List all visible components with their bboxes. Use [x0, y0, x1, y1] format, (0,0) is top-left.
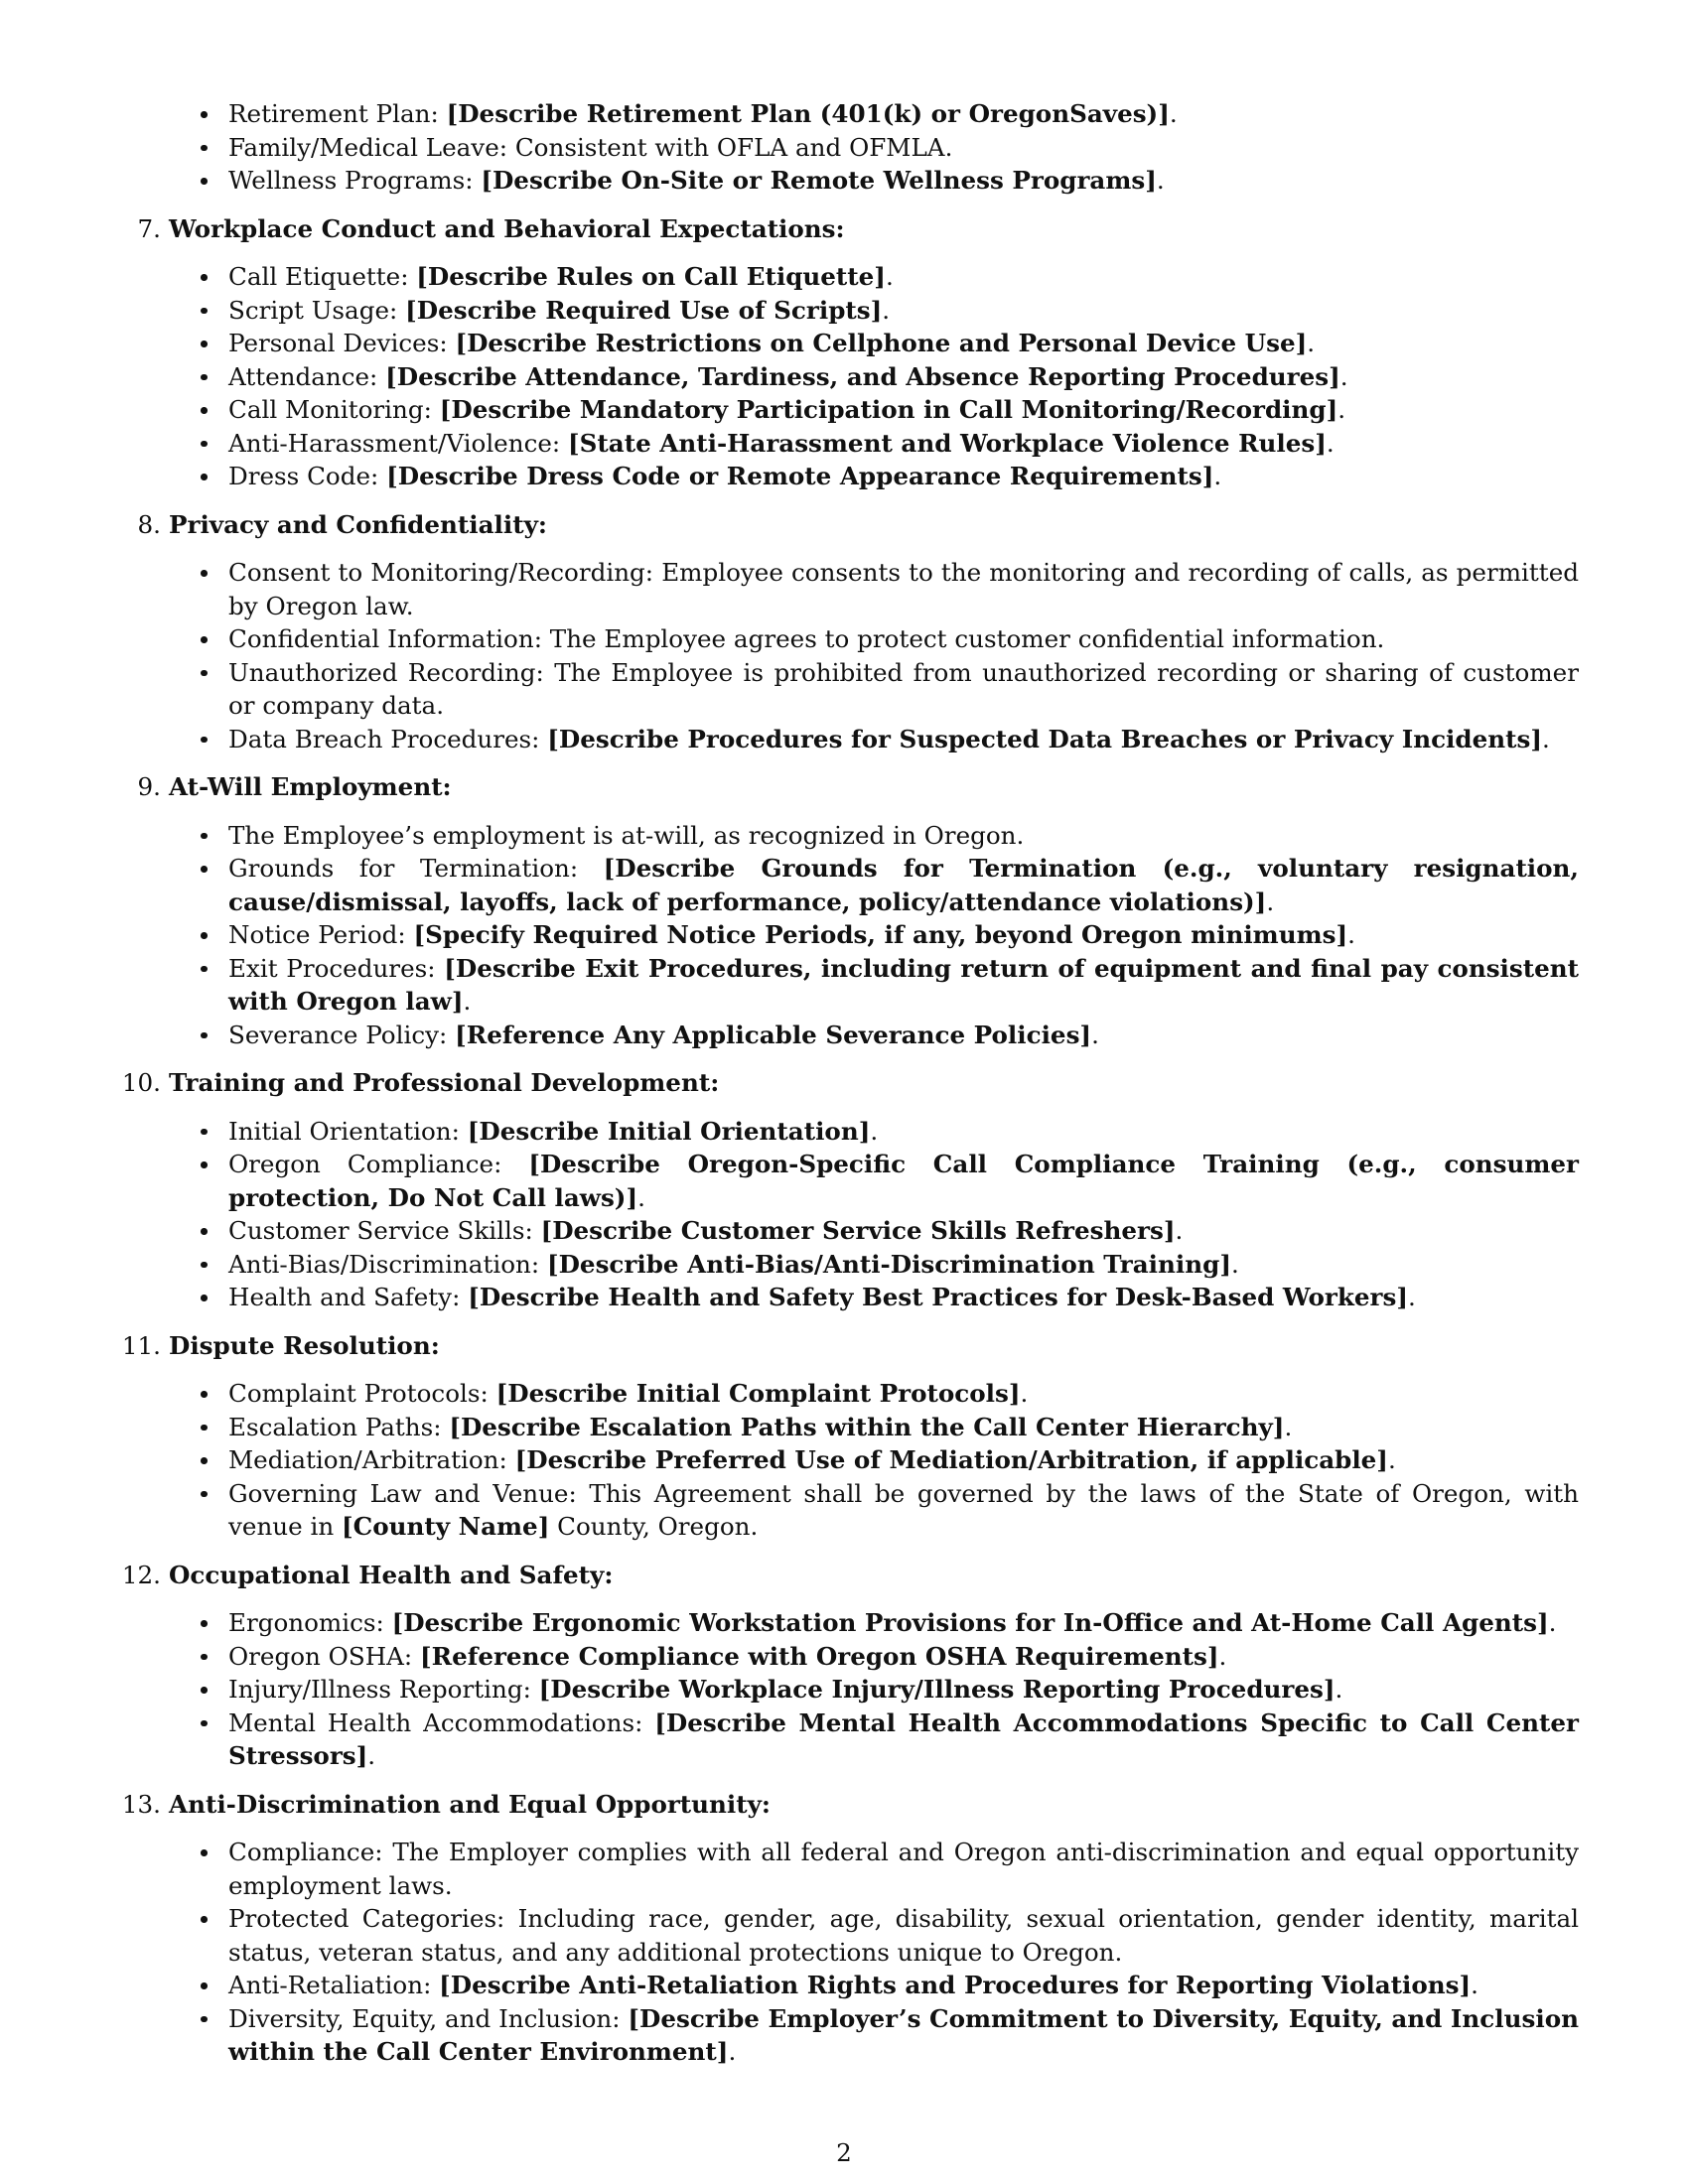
document-body — [121, 97, 1579, 2069]
section-list — [169, 1836, 1579, 2069]
section-heading — [121, 1788, 1579, 1822]
list-item: Retirement Plan: [Describe Retirement Plan (401(k) or OregonSaves)]. — [169, 97, 1579, 131]
list-item: Consent to Monitoring/Recording: Employee consents to the monitoring and recording of calls, as permitted by Oregon law. — [169, 556, 1579, 622]
list-item: Customer Service Skills: [Describe Customer Service Skills Refreshers]. — [169, 1214, 1579, 1248]
section-list — [169, 1377, 1579, 1544]
section-heading — [137, 508, 1579, 542]
section-heading — [121, 1329, 1579, 1363]
list-item: Wellness Programs: [Describe On-Site or Remote Wellness Programs]. — [169, 164, 1579, 198]
section-training-development — [121, 1066, 1579, 1314]
list-item: Unauthorized Recording: The Employee is prohibited from unauthorized recording or sharing of customer or company data. — [169, 656, 1579, 723]
list-item: The Employee’s employment is at-will, as recognized in Oregon. — [169, 819, 1579, 853]
section-title: Anti-Discrimination and Equal Opportunity: — [169, 1789, 772, 1819]
section-title: At-Will Employment: — [169, 772, 452, 801]
list-item: Dress Code: [Describe Dress Code or Remote Appearance Requirements]. — [169, 460, 1579, 493]
section-number: 10. — [121, 1068, 161, 1097]
list-item: Health and Safety: [Describe Health and Safety Best Practices for Desk-Based Workers]. — [169, 1281, 1579, 1314]
section-list — [169, 260, 1579, 493]
list-item: Injury/Illness Reporting: [Describe Workplace Injury/Illness Reporting Procedures]. — [169, 1673, 1579, 1706]
section-title: Privacy and Confidentiality: — [169, 509, 547, 539]
section-health-safety — [121, 1559, 1579, 1773]
list-item: Complaint Protocols: [Describe Initial Complaint Protocols]. — [169, 1377, 1579, 1411]
section-number: 11. — [121, 1330, 161, 1360]
section-number: 7. — [137, 213, 161, 243]
section-heading — [121, 1066, 1579, 1100]
list-item: Data Breach Procedures: [Describe Procedures for Suspected Data Breaches or Privacy Incidents]. — [169, 723, 1579, 756]
section-dispute-resolution — [121, 1329, 1579, 1544]
list-item: Confidential Information: The Employee agrees to protect customer confidential information. — [169, 622, 1579, 656]
list-item: Anti-Bias/Discrimination: [Describe Anti-Bias/Anti-Discrimination Training]. — [169, 1248, 1579, 1282]
carryover-list — [169, 97, 1579, 198]
section-number: 12. — [121, 1560, 161, 1589]
list-item: Exit Procedures: [Describe Exit Procedures, including return of equipment and final pay consistent with Oregon law]. — [169, 952, 1579, 1019]
section-at-will-employment — [137, 770, 1579, 1051]
list-item: Governing Law and Venue: This Agreement shall be governed by the laws of the State of Oregon, with venue in [County Name] County, Oregon. — [169, 1477, 1579, 1544]
section-title: Training and Professional Development: — [169, 1068, 720, 1097]
list-item: Oregon OSHA: [Reference Compliance with Oregon OSHA Requirements]. — [169, 1640, 1579, 1674]
section-number: 8. — [137, 509, 161, 539]
list-item: Call Etiquette: [Describe Rules on Call Etiquette]. — [169, 260, 1579, 294]
list-item: Severance Policy: [Reference Any Applicable Severance Policies]. — [169, 1019, 1579, 1052]
section-workplace-conduct — [137, 212, 1579, 493]
list-item: Protected Categories: Including race, gender, age, disability, sexual orientation, gender identity, marital status, veteran status, and any additional protections unique to Oregon. — [169, 1902, 1579, 1969]
list-item: Grounds for Termination: [Describe Grounds for Termination (e.g., voluntary resignation, cause/dismissal, layoffs, lack of performance, policy/attendance violations)]. — [169, 852, 1579, 918]
section-number: 13. — [121, 1789, 161, 1819]
list-item: Escalation Paths: [Describe Escalation Paths within the Call Center Hierarchy]. — [169, 1411, 1579, 1444]
list-item: Notice Period: [Specify Required Notice Periods, if any, beyond Oregon minimums]. — [169, 918, 1579, 952]
section-heading — [137, 212, 1579, 246]
list-item: Call Monitoring: [Describe Mandatory Participation in Call Monitoring/Recording]. — [169, 393, 1579, 427]
section-list — [169, 819, 1579, 1052]
section-title: Workplace Conduct and Behavioral Expectations: — [169, 213, 845, 243]
list-item: Personal Devices: [Describe Restrictions on Cellphone and Personal Device Use]. — [169, 327, 1579, 360]
section-list — [169, 1606, 1579, 1773]
list-item: Script Usage: [Describe Required Use of Scripts]. — [169, 294, 1579, 328]
list-item: Oregon Compliance: [Describe Oregon-Specific Call Compliance Training (e.g., consumer protection, Do Not Call laws)]. — [169, 1148, 1579, 1214]
list-item: Mental Health Accommodations: [Describe Mental Health Accommodations Specific to Call Center Stressors]. — [169, 1706, 1579, 1773]
section-heading — [121, 1559, 1579, 1592]
section-list — [169, 556, 1579, 755]
list-item: Diversity, Equity, and Inclusion: [Describe Employer’s Commitment to Diversity, Equity, and Inclusion within the Call Center Environment]. — [169, 2002, 1579, 2069]
section-anti-discrimination — [121, 1788, 1579, 2069]
list-item: Attendance: [Describe Attendance, Tardiness, and Absence Reporting Procedures]. — [169, 360, 1579, 394]
section-heading — [137, 770, 1579, 804]
list-item: Mediation/Arbitration: [Describe Preferred Use of Mediation/Arbitration, if applicable]. — [169, 1443, 1579, 1477]
section-title: Occupational Health and Safety: — [169, 1560, 614, 1589]
list-item: Initial Orientation: [Describe Initial Orientation]. — [169, 1115, 1579, 1149]
list-item: Family/Medical Leave: Consistent with OFLA and OFMLA. — [169, 131, 1579, 165]
section-list — [169, 1115, 1579, 1314]
section-title: Dispute Resolution: — [169, 1330, 440, 1360]
section-number: 9. — [137, 772, 161, 801]
list-item: Anti-Retaliation: [Describe Anti-Retaliation Rights and Procedures for Reporting Violations]. — [169, 1969, 1579, 2002]
list-item: Anti-Harassment/Violence: [State Anti-Harassment and Workplace Violence Rules]. — [169, 427, 1579, 461]
section-privacy-confidentiality — [137, 508, 1579, 756]
list-item: Ergonomics: [Describe Ergonomic Workstation Provisions for In-Office and At-Home Call Agents]. — [169, 1606, 1579, 1640]
page-number: 2 — [836, 2138, 852, 2167]
list-item: Compliance: The Employer complies with all federal and Oregon anti-discrimination and equal opportunity employment laws. — [169, 1836, 1579, 1902]
